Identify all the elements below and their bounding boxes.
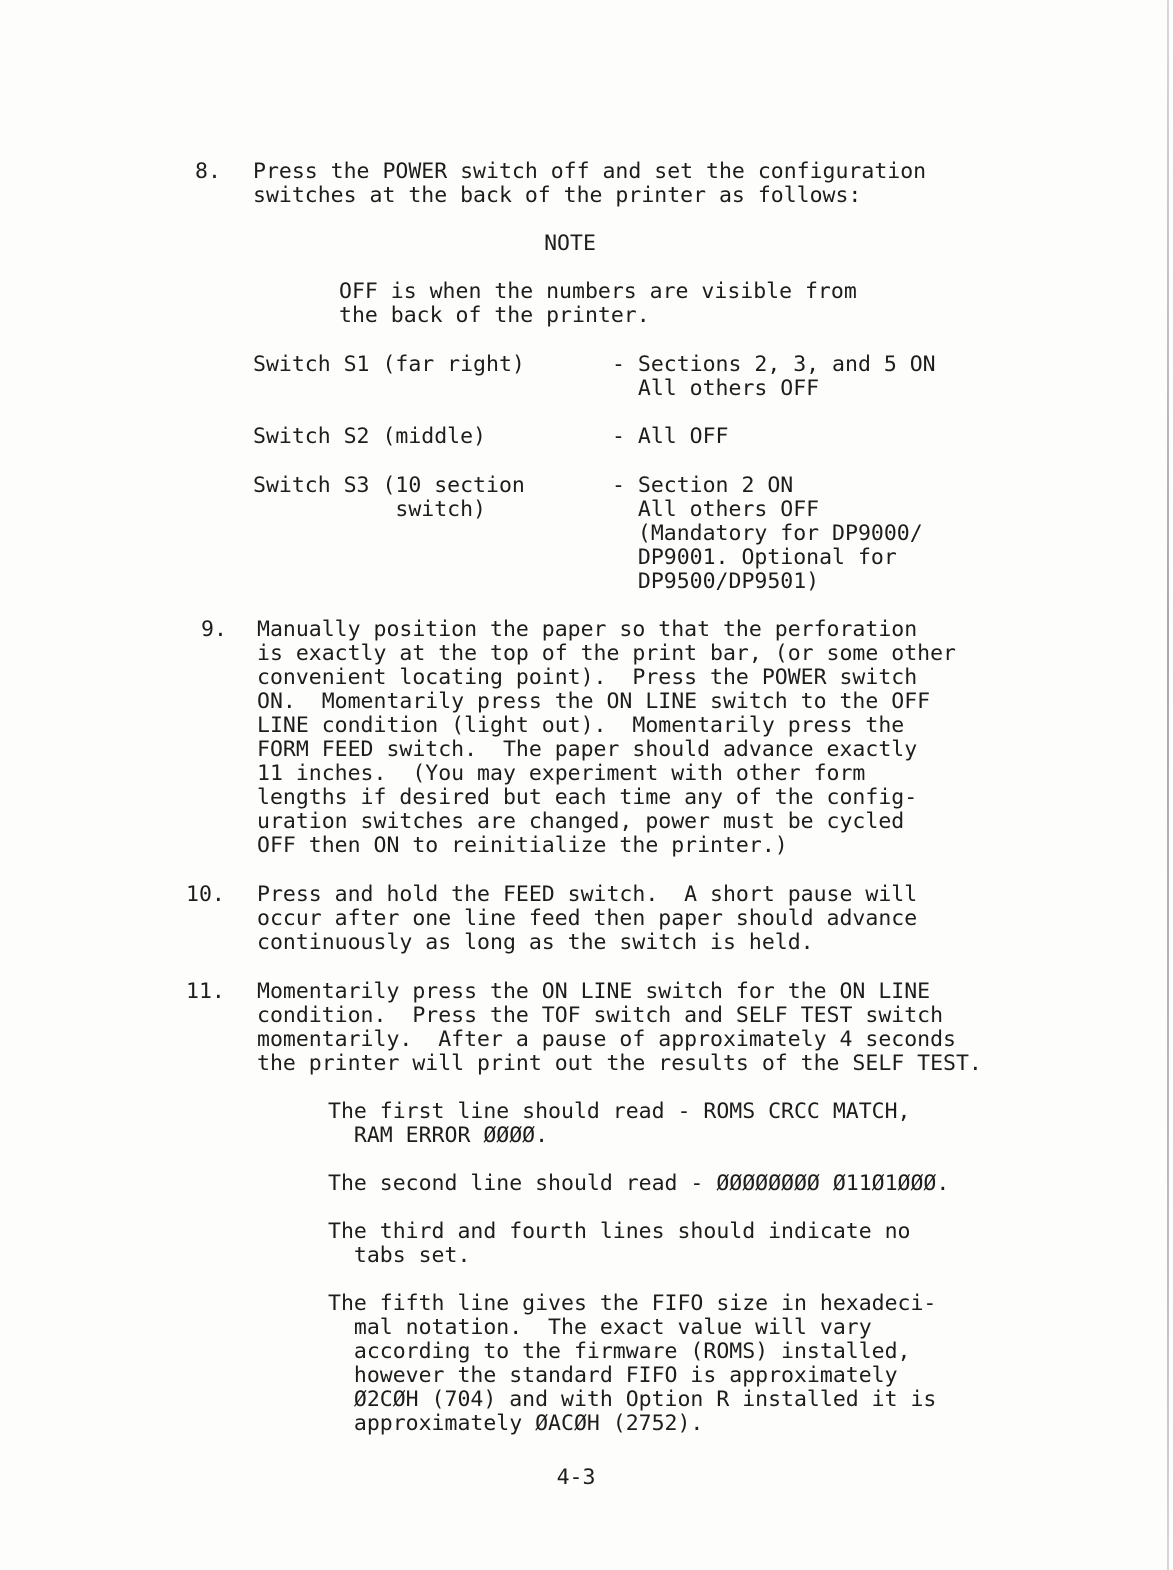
step-9-line-5: LINE condition (light out). Momentarily press the: [257, 713, 905, 738]
step-11-number: 11.: [186, 979, 225, 1004]
note-line-2: the back of the printer.: [339, 303, 650, 328]
result-fifth-line-3: according to the firmware (ROMS) installed,: [328, 1339, 911, 1364]
switch-s1-label: Switch S1 (far right): [253, 352, 525, 377]
step-9-line-7: 11 inches. (You may experiment with other form: [257, 761, 866, 786]
step-9-number: 9.: [201, 617, 227, 642]
step-10-number: 10.: [186, 882, 225, 907]
step-9-line-8: lengths if desired but each time any of the config-: [257, 785, 918, 810]
switch-s3-setting-4: DP9001. Optional for: [612, 545, 897, 570]
result-fifth-line-1: The fifth line gives the FIFO size in hexadeci-: [328, 1291, 937, 1316]
switch-s3-setting-5: DP9500/DP9501): [612, 569, 820, 594]
step-9-line-3: convenient locating point). Press the POWER switch: [257, 665, 918, 690]
note-line-1: OFF is when the numbers are visible from: [339, 279, 857, 304]
switch-s2-label: Switch S2 (middle): [253, 424, 486, 449]
step-11-line-4: the printer will print out the results of the SELF TEST.: [257, 1051, 982, 1076]
result-fifth-line-4: however the standard FIFO is approximately: [328, 1363, 898, 1388]
switch-s3-setting-2: All others OFF: [612, 497, 820, 522]
step-11-line-1: Momentarily press the ON LINE switch for the ON LINE: [257, 979, 931, 1004]
step-8-line-1: Press the POWER switch off and set the configuration: [253, 159, 927, 184]
switch-s3-label-2: switch): [253, 497, 486, 522]
step-9-line-1: Manually position the paper so that the perforation: [257, 617, 918, 642]
step-9-line-6: FORM FEED switch. The paper should advance exactly: [257, 737, 918, 762]
switch-s1-setting-2: All others OFF: [612, 376, 820, 401]
step-11-line-3: momentarily. After a pause of approximately 4 seconds: [257, 1027, 956, 1052]
result-fifth-line-5: Ø2CØH (704) and with Option R installed it is: [328, 1387, 937, 1412]
result-fifth-line-2: mal notation. The exact value will vary: [328, 1315, 872, 1340]
page-edge-shadow: [1167, 0, 1169, 1570]
result-first-line-2: RAM ERROR ØØØØ.: [328, 1123, 549, 1148]
switch-s3-label-1: Switch S3 (10 section: [253, 473, 525, 498]
step-10-line-2: occur after one line feed then paper should advance: [257, 906, 918, 931]
result-first-line-1: The first line should read - ROMS CRCC MATCH,: [328, 1099, 911, 1124]
switch-s3-setting-3: (Mandatory for DP9000/: [612, 521, 923, 546]
step-9-line-4: ON. Momentarily press the ON LINE switch to the OFF: [257, 689, 931, 714]
step-9-line-2: is exactly at the top of the print bar, (or some other: [257, 641, 956, 666]
note-heading: NOTE: [544, 231, 596, 256]
step-10-line-1: Press and hold the FEED switch. A short pause will: [257, 882, 918, 907]
result-third-line-2: tabs set.: [328, 1243, 471, 1268]
step-8-number: 8.: [195, 159, 221, 184]
step-10-line-3: continuously as long as the switch is held.: [257, 930, 814, 955]
page-number: 4-3: [556, 1465, 596, 1490]
step-11-line-2: condition. Press the TOF switch and SELF TEST switch: [257, 1003, 944, 1028]
switch-s1-setting-1: - Sections 2, 3, and 5 ON: [612, 352, 936, 377]
step-9-line-9: uration switches are changed, power must be cycled: [257, 809, 905, 834]
switch-s3-setting-1: - Section 2 ON: [612, 473, 794, 498]
step-9-line-10: OFF then ON to reinitialize the printer.): [257, 833, 788, 858]
switch-s2-setting-1: - All OFF: [612, 424, 729, 449]
result-fifth-line-6: approximately ØACØH (2752).: [328, 1411, 704, 1436]
result-third-line-1: The third and fourth lines should indicate no: [328, 1219, 911, 1244]
result-second-line-1: The second line should read - ØØØØØØØØ Ø11Ø1ØØØ.: [328, 1171, 950, 1196]
step-8-line-2: switches at the back of the printer as follows:: [253, 183, 862, 208]
